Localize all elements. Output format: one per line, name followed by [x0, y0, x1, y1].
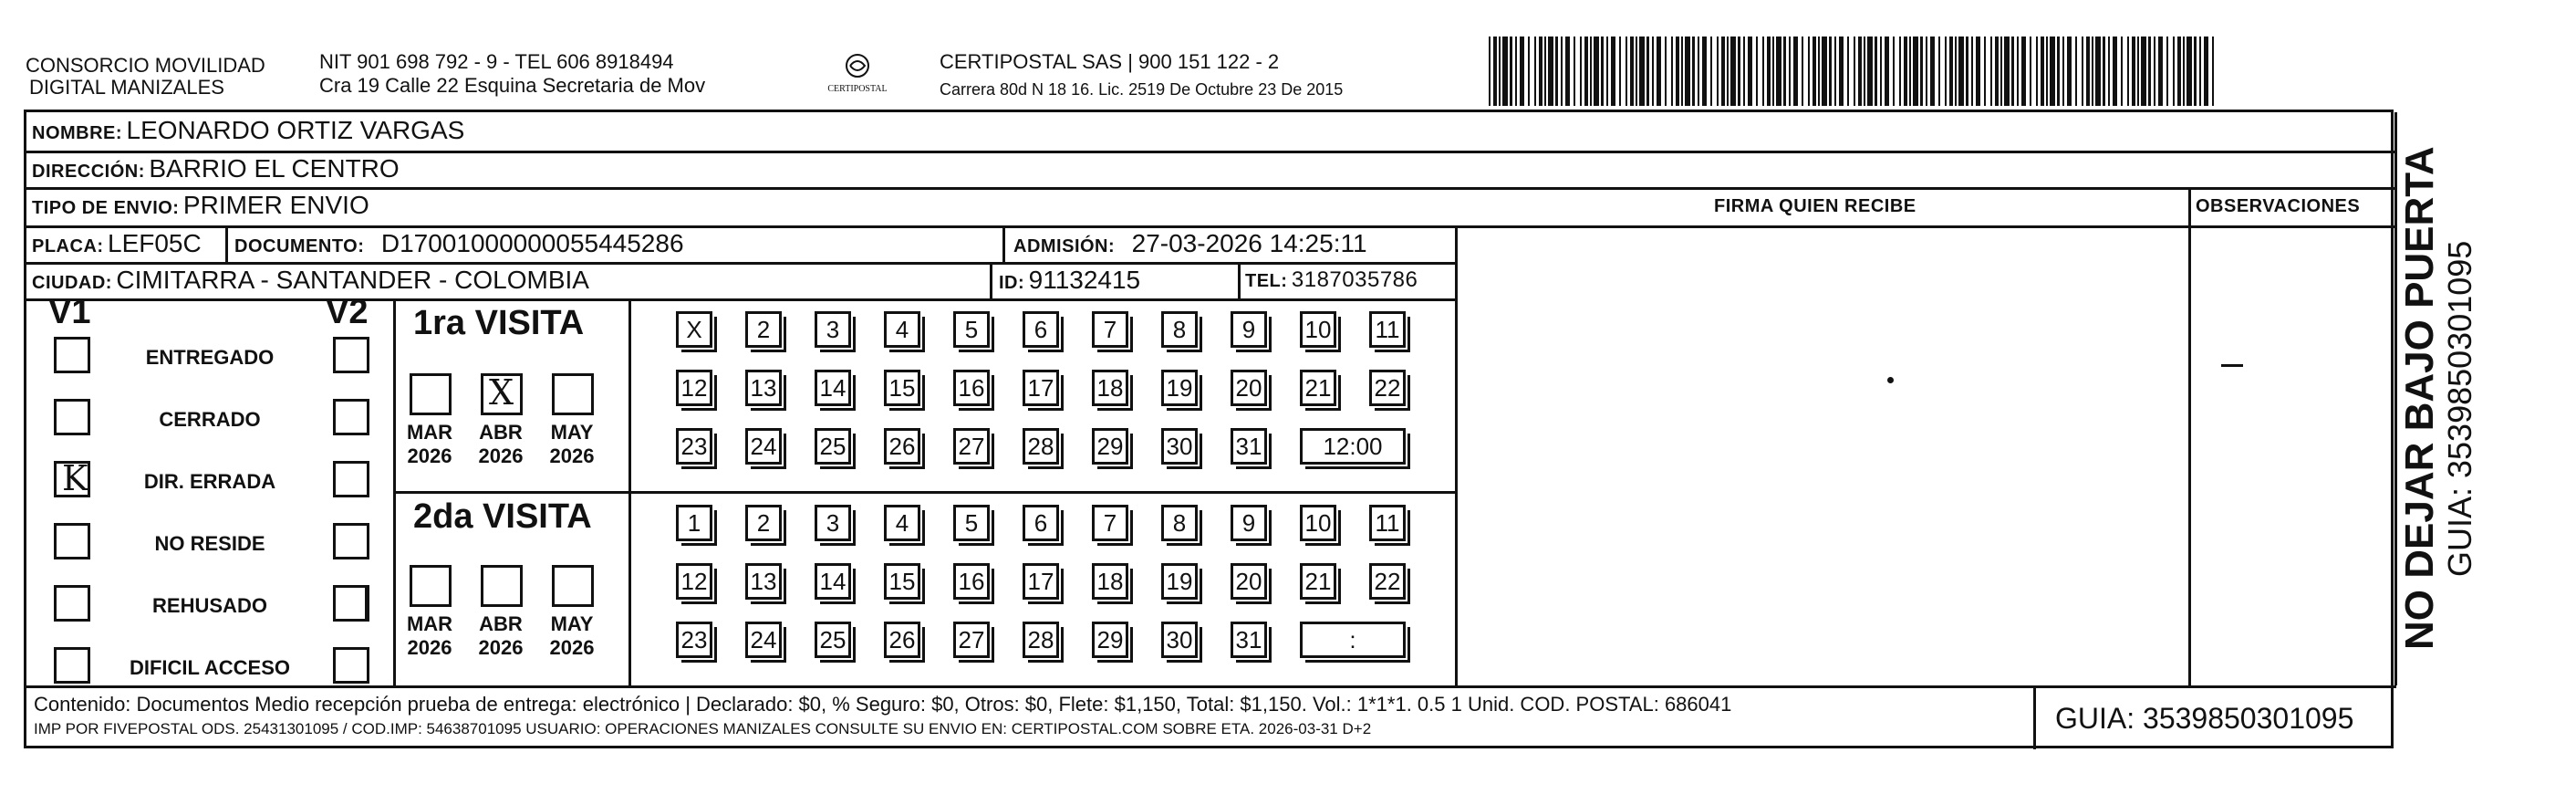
day-checkbox[interactable] [884, 311, 920, 348]
day-number: 13 [750, 373, 777, 402]
placa-value: LEF05C [108, 229, 202, 257]
day-checkbox[interactable] [745, 311, 782, 348]
day-number: 14 [819, 373, 847, 402]
day-checkbox[interactable] [1161, 428, 1198, 465]
month-label: MAR 2026 [406, 612, 453, 659]
day-number: 21 [1304, 567, 1332, 595]
direccion-value: BARRIO EL CENTRO [149, 154, 400, 183]
signature-mark [1887, 377, 1894, 383]
day-checkbox[interactable] [1231, 428, 1267, 465]
day-checkbox[interactable] [676, 563, 712, 600]
tel-label: TEL: [1245, 271, 1288, 291]
day-number: 22 [1374, 567, 1401, 595]
day-number: 19 [1166, 373, 1193, 402]
v1-checkbox[interactable] [54, 399, 90, 435]
day-number: 2 [756, 508, 771, 537]
day-number: 11 [1375, 508, 1400, 537]
carrier-name: CERTIPOSTAL SAS | 900 151 122 - 2 [940, 50, 1280, 73]
day-number: 30 [1166, 625, 1193, 653]
nombre-field [32, 116, 464, 145]
day-checkbox[interactable] [1092, 428, 1128, 465]
day-number: 21 [1304, 373, 1332, 402]
consortium-name-line2: DIGITAL MANIZALES [29, 76, 224, 99]
v1-checkbox[interactable] [54, 337, 90, 373]
month-checkbox[interactable] [481, 373, 523, 415]
day-checkbox[interactable] [815, 428, 851, 465]
carrier-logo [821, 47, 894, 104]
day-checkbox[interactable] [815, 563, 851, 600]
day-checkbox[interactable] [1092, 505, 1128, 541]
month-checkbox[interactable] [410, 565, 452, 607]
id-field [999, 266, 1140, 295]
status-option-label: REHUSADO [152, 594, 267, 617]
documento-value: D17001000000055445286 [380, 229, 684, 257]
day-checkbox[interactable] [815, 370, 851, 406]
day-checkbox[interactable] [1369, 505, 1406, 541]
day-number: 9 [1241, 508, 1256, 537]
direccion-label: DIRECCIÓN: [32, 162, 145, 182]
day-checkbox[interactable] [1023, 311, 1059, 348]
ciudad-value: CIMITARRA - SANTANDER - COLOMBIA [116, 266, 589, 294]
day-number: 3 [826, 508, 840, 537]
v2-checkbox[interactable] [333, 523, 369, 559]
day-number: 19 [1166, 567, 1193, 595]
month-label: ABR 2026 [478, 421, 524, 467]
side-warning: NO DEJAR BAJO PUERTA [2397, 146, 2442, 650]
day-checkbox[interactable] [1161, 311, 1198, 348]
day-checkbox[interactable] [815, 311, 851, 348]
day-checkbox[interactable] [884, 563, 920, 600]
day-number: 3 [826, 315, 840, 343]
carrier-license: Carrera 80d N 18 16. Lic. 2519 De Octubre 23 De 2015 [940, 80, 1344, 99]
day-checkbox[interactable] [1161, 563, 1198, 600]
tipo-envio-label: TIPO DE ENVIO: [32, 198, 180, 218]
day-checkbox[interactable] [1231, 311, 1267, 348]
day-number: 5 [964, 508, 979, 537]
day-number: 18 [1096, 373, 1124, 402]
day-checkbox[interactable] [953, 622, 990, 658]
day-checkbox[interactable] [676, 622, 712, 658]
consortium-address: Cra 19 Calle 22 Esquina Secretaria de Mov [319, 74, 706, 97]
admision-field [1013, 229, 1367, 258]
day-number: 10 [1304, 508, 1332, 537]
v1-checkbox[interactable] [54, 647, 90, 684]
day-number: 9 [1241, 315, 1256, 343]
day-checkbox[interactable] [884, 370, 920, 406]
tipo-envio-field [32, 191, 369, 220]
firma-header: FIRMA QUIEN RECIBE [1714, 196, 1916, 216]
day-number: 26 [888, 432, 916, 460]
v1-checkbox[interactable] [54, 458, 90, 498]
day-number: 25 [819, 625, 847, 653]
day-number: 15 [888, 373, 916, 402]
day-checkbox[interactable] [953, 505, 990, 541]
day-checkbox[interactable] [953, 370, 990, 406]
day-number: 27 [958, 625, 985, 653]
month-label: MAY 2026 [549, 421, 595, 467]
day-number: 28 [1027, 625, 1054, 653]
day-number: 5 [964, 315, 979, 343]
day-number: 15 [888, 567, 916, 595]
day-checkbox[interactable] [1231, 370, 1267, 406]
day-checkbox[interactable] [676, 311, 712, 348]
month-label: MAR 2026 [406, 421, 453, 467]
day-number: 26 [888, 625, 916, 653]
day-checkbox[interactable] [676, 428, 712, 465]
status-option-label: DIFICIL ACCESO [129, 656, 290, 679]
day-checkbox[interactable] [1092, 370, 1128, 406]
day-number: 17 [1027, 373, 1054, 402]
tracking-barcode [1489, 37, 2218, 106]
month-label: MAY 2026 [549, 612, 595, 659]
v2-checkbox[interactable] [333, 337, 369, 373]
visit2-title: 2da VISITA [413, 497, 592, 536]
day-checkbox[interactable] [1023, 622, 1059, 658]
day-checkbox[interactable] [1231, 505, 1267, 541]
month-checkbox[interactable] [552, 373, 594, 415]
v2-checkbox[interactable] [333, 647, 369, 684]
checkbox-mark: X [489, 372, 514, 413]
day-number: 7 [1103, 315, 1117, 343]
day-number: 27 [958, 432, 985, 460]
day-checkbox[interactable] [953, 428, 990, 465]
day-checkbox[interactable] [884, 505, 920, 541]
status-option-label: ENTREGADO [145, 346, 275, 369]
day-checkbox[interactable] [1300, 505, 1336, 541]
id-value: 91132415 [1028, 266, 1141, 294]
day-number: 31 [1235, 432, 1262, 460]
day-checkbox[interactable] [884, 428, 920, 465]
day-checkbox[interactable] [1161, 622, 1198, 658]
month-checkbox[interactable] [481, 565, 523, 607]
ciudad-label: CIUDAD: [32, 273, 112, 293]
day-checkbox[interactable] [1161, 505, 1198, 541]
day-number: 29 [1096, 625, 1124, 653]
day-checkbox[interactable] [1023, 370, 1059, 406]
day-number: 25 [819, 432, 847, 460]
checkbox-mark: K [62, 458, 88, 498]
day-number: 12 [680, 567, 708, 595]
day-checkbox[interactable] [1231, 622, 1267, 658]
day-number: 4 [895, 508, 909, 537]
consortium-name-line1: CONSORCIO MOVILIDAD [26, 54, 265, 77]
admision-value: 27-03-2026 14:25:11 [1131, 229, 1367, 257]
day-number: 1 [687, 508, 701, 537]
v1-checkbox[interactable] [54, 523, 90, 559]
footer-imp-line: IMP POR FIVEPOSTAL ODS. 25431301095 / COD.IMP: 54638701095 USUARIO: OPERACIONES MANIZALES CONSULTE SU ENVIO EN: CERTIPOSTAL.COM SOBRE ETA. 2026-03-31 D+2 [34, 720, 1372, 737]
day-checkbox[interactable] [1300, 563, 1336, 600]
tel-field [1245, 267, 1418, 293]
day-number: X [686, 315, 702, 343]
month-checkbox[interactable] [410, 373, 452, 415]
day-checkbox[interactable] [1092, 622, 1128, 658]
day-number: 30 [1166, 432, 1193, 460]
day-number: 6 [1034, 315, 1048, 343]
documento-field [234, 229, 684, 258]
day-number: 24 [750, 625, 777, 653]
day-checkbox[interactable] [745, 428, 782, 465]
consortium-nit: NIT 901 698 792 - 9 - TEL 606 8918494 [319, 50, 674, 73]
tipo-envio-value: PRIMER ENVIO [182, 191, 369, 219]
month-checkbox[interactable] [552, 565, 594, 607]
day-checkbox[interactable] [1300, 370, 1336, 406]
v1-checkbox[interactable] [54, 585, 90, 622]
day-number: 4 [895, 315, 909, 343]
day-number: 28 [1027, 432, 1054, 460]
day-number: 2 [756, 315, 771, 343]
day-checkbox[interactable] [1369, 311, 1406, 348]
day-checkbox[interactable] [745, 563, 782, 600]
day-number: 31 [1235, 625, 1262, 653]
day-number: 16 [958, 567, 985, 595]
day-checkbox[interactable] [676, 505, 712, 541]
day-checkbox[interactable] [1300, 311, 1336, 348]
v2-checkbox[interactable] [333, 585, 369, 622]
day-checkbox[interactable] [1023, 505, 1059, 541]
direccion-field [32, 154, 400, 183]
day-checkbox[interactable] [676, 370, 712, 406]
side-guia: GUIA: 3539850301095 [2441, 240, 2478, 577]
time-value: 12:00 [1323, 432, 1383, 460]
footer-contenido: Contenido: Documentos Medio recepción prueba de entrega: electrónico | Declarado: $0, % Seguro: $0, Otros: $0, Flete: $1,150, Total: $1,150. Vol.: 1*1*1. 0.5 1 Unid. COD. POSTAL: 686041 [34, 693, 1732, 716]
day-number: 18 [1096, 567, 1124, 595]
day-number: 22 [1374, 373, 1401, 402]
v2-checkbox[interactable] [333, 461, 369, 497]
day-number: 8 [1172, 315, 1187, 343]
v1-header: V1 [48, 293, 91, 331]
day-checkbox[interactable] [745, 370, 782, 406]
status-option-label: DIR. ERRADA [143, 470, 276, 493]
placa-field [32, 229, 202, 258]
day-number: 23 [680, 625, 708, 653]
admision-label: ADMISIÓN: [1013, 236, 1116, 256]
day-number: 20 [1235, 567, 1262, 595]
day-checkbox[interactable] [1369, 563, 1406, 600]
day-checkbox[interactable] [1161, 370, 1198, 406]
status-option-label: NO RESIDE [154, 532, 265, 555]
observation-mark [2221, 364, 2243, 367]
day-number: 16 [958, 373, 985, 402]
id-label: ID: [999, 273, 1025, 293]
day-checkbox[interactable] [1092, 563, 1128, 600]
day-number: 23 [680, 432, 708, 460]
day-number: 17 [1027, 567, 1054, 595]
day-checkbox[interactable] [745, 505, 782, 541]
tel-value: 3187035786 [1291, 267, 1418, 292]
day-checkbox[interactable] [1092, 311, 1128, 348]
nombre-value: LEONARDO ORTIZ VARGAS [126, 116, 465, 144]
day-number: 24 [750, 432, 777, 460]
day-checkbox[interactable] [1369, 370, 1406, 406]
day-number: 8 [1172, 508, 1187, 537]
day-checkbox[interactable] [1023, 428, 1059, 465]
day-checkbox[interactable] [815, 505, 851, 541]
delivery-form [24, 110, 2394, 748]
nombre-label: NOMBRE: [32, 123, 123, 143]
day-number: 20 [1235, 373, 1262, 402]
footer-guia: GUIA: 3539850301095 [2055, 702, 2354, 735]
day-number: 29 [1096, 432, 1124, 460]
day-checkbox[interactable] [953, 563, 990, 600]
day-number: 10 [1304, 315, 1332, 343]
month-label: ABR 2026 [478, 612, 524, 659]
documento-label: DOCUMENTO: [234, 236, 365, 256]
carrier-logo-text: CERTIPOSTAL [827, 84, 888, 94]
time-field[interactable] [1300, 622, 1406, 658]
visit1-title: 1ra VISITA [413, 304, 585, 342]
day-checkbox[interactable] [953, 311, 990, 348]
day-number: 12 [680, 373, 708, 402]
v2-header: V2 [326, 293, 369, 331]
day-number: 6 [1034, 508, 1048, 537]
status-option-label: CERRADO [159, 408, 261, 431]
day-checkbox[interactable] [815, 622, 851, 658]
ciudad-field [32, 266, 589, 295]
time-value: : [1349, 625, 1356, 653]
observaciones-header: OBSERVACIONES [2196, 196, 2361, 216]
day-number: 7 [1103, 508, 1117, 537]
day-checkbox[interactable] [1231, 563, 1267, 600]
day-checkbox[interactable] [884, 622, 920, 658]
day-number: 11 [1375, 315, 1400, 343]
day-number: 13 [750, 567, 777, 595]
time-field[interactable] [1300, 428, 1406, 465]
placa-label: PLACA: [32, 236, 104, 256]
day-checkbox[interactable] [745, 622, 782, 658]
day-checkbox[interactable] [1023, 563, 1059, 600]
v2-checkbox[interactable] [333, 399, 369, 435]
day-number: 14 [819, 567, 847, 595]
